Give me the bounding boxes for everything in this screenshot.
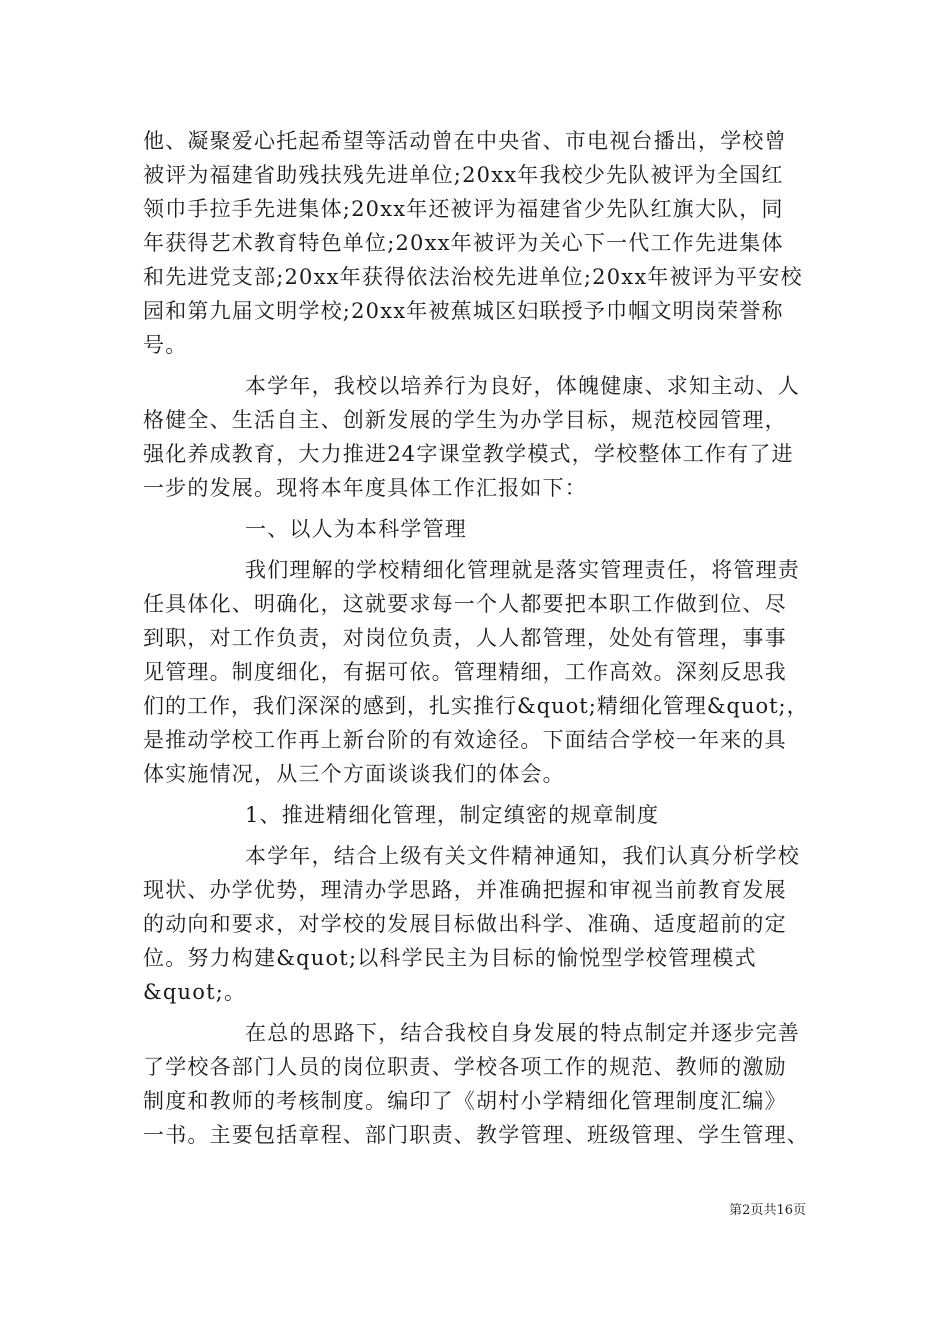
text-line: 现状、办学优势，理清办学思路，并准确把握和审视当前教育发展 <box>143 878 787 902</box>
text-line: 园和第九届文明学校;20xx年被蕉城区妇联授予巾帼文明岗荣誉称 <box>143 299 784 323</box>
paragraph-start: 我们理解的学校精细化管理就是落实管理责任，将管理责 <box>245 558 800 582</box>
section-heading: 一、以人为本科学管理 <box>245 517 467 541</box>
text-line: &quot;。 <box>143 980 247 1004</box>
text-line: 一步的发展。现将本年度具体工作汇报如下： <box>143 476 587 500</box>
text-line: 们的工作，我们深深的感到，扎实推行&quot;精细化管理&quot;， <box>143 694 809 718</box>
text-line: 被评为福建省助残扶残先进单位;20xx年我校少先队被评为全国红 <box>143 163 784 187</box>
text-line: 到职，对工作负责，对岗位负责，人人都管理，处处有管理，事事 <box>143 626 787 650</box>
text-line: 任具体化、明确化，这就要求每一个人都要把本职工作做到位、尽 <box>143 592 787 616</box>
text-line: 领巾手拉手先进集体;20xx年还被评为福建省少先队红旗大队，同 <box>143 197 784 221</box>
text-line: 号。 <box>143 333 188 357</box>
text-line: 强化养成教育，大力推进24字课堂教学模式，学校整体工作有了进 <box>143 442 794 466</box>
text-line: 制度和教师的考核制度。编印了《胡村小学精细化管理制度汇编》 <box>143 1089 787 1113</box>
text-line: 了学校各部门人员的岗位职责、学校各项工作的规范、教师的激励 <box>143 1055 787 1079</box>
text-line: 是推动学校工作再上新台阶的有效途径。下面结合学校一年来的具 <box>143 728 787 752</box>
text-line: 和先进党支部;20xx年获得依法治校先进单位;20xx年被评为平安校 <box>143 265 803 289</box>
text-line: 的动向和要求，对学校的发展目标做出科学、准确、适度超前的定 <box>143 912 787 936</box>
page-number: 第2页共16页 <box>729 1203 806 1218</box>
paragraph-start: 本学年，我校以培养行为良好，体魄健康、求知主动、人 <box>245 374 800 398</box>
paragraph-start: 在总的思路下，结合我校自身发展的特点制定并逐步完善 <box>245 1021 800 1045</box>
text-line: 一书。主要包括章程、部门职责、教学管理、班级管理、学生管理、 <box>143 1123 809 1147</box>
text-line: 位。努力构建&quot;以科学民主为目标的愉悦型学校管理模式 <box>143 946 757 970</box>
text-line: 格健全、生活自主、创新发展的学生为办学目标，规范校园管理， <box>143 408 787 432</box>
subsection-heading: 1、推进精细化管理，制定缜密的规章制度 <box>245 803 660 827</box>
text-line: 他、凝聚爱心托起希望等活动曾在中央省、市电视台播出，学校曾 <box>143 129 787 153</box>
text-line: 见管理。制度细化，有据可依。管理精细，工作高效。深刻反思我 <box>143 660 787 684</box>
paragraph-start: 本学年，结合上级有关文件精神通知，我们认真分析学校 <box>245 844 800 868</box>
text-line: 体实施情况，从三个方面谈谈我们的体会。 <box>143 762 565 786</box>
text-line: 年获得艺术教育特色单位;20xx年被评为关心下一代工作先进集体 <box>143 231 784 255</box>
